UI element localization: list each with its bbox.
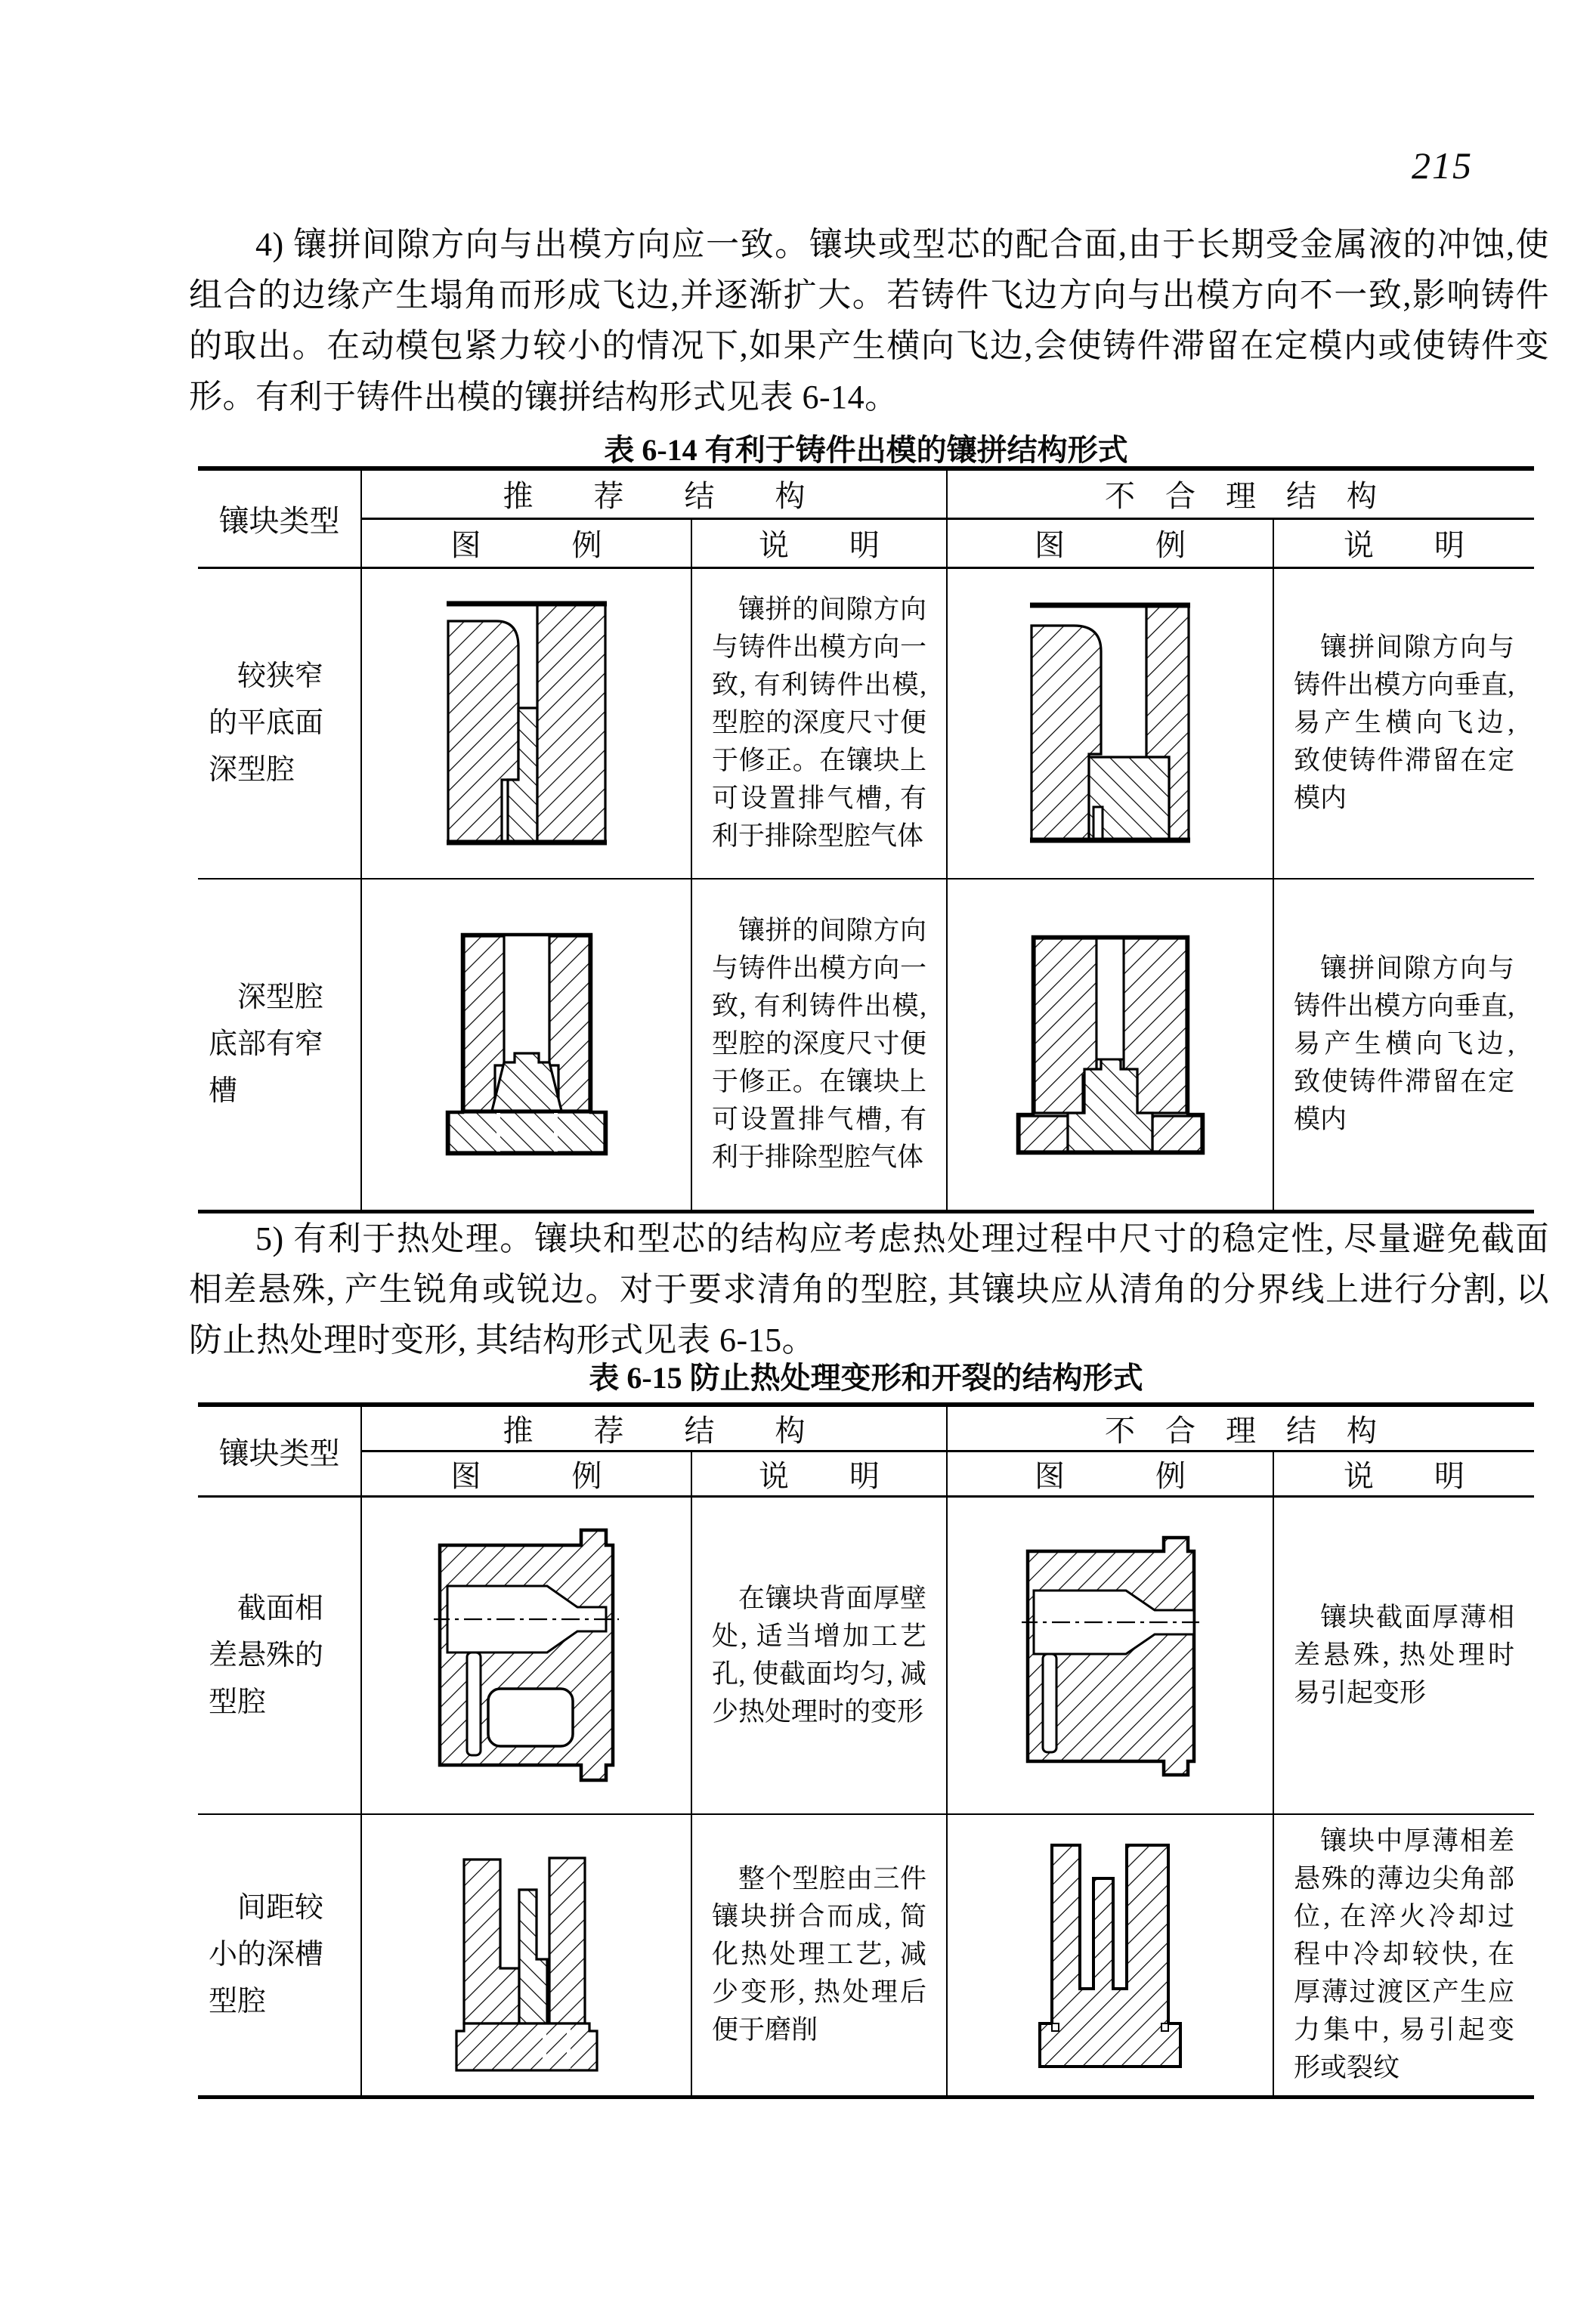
t15-subheader-figure-rec: 图 例 xyxy=(361,1451,691,1497)
t15-header-recommended: 推 荐 结 构 xyxy=(361,1405,947,1451)
t14-row2-figure-unreasonable-cell xyxy=(947,879,1273,1211)
paragraph-4-note: 有利于铸件出模的镶拼结构形式见表 6-14。 xyxy=(255,379,899,416)
paragraph-4: 4) 镶拼间隙方向与出模方向应一致。镶块或型芯的配合面,由于长期受金属液的冲蚀,使组合的边缘产生塌角而形成飞边,并逐渐扩大。若铸件飞边方向与出模方向不一致,影响铸件的取出。在动模包紧力较小的情况下,如果产生横向飞边,会使铸件滞留在定模内或使铸件变形。 xyxy=(189,226,1549,415)
t14-header-type: 镶块类型 xyxy=(198,468,361,567)
t15-row1-note-recommended: 在镶块背面厚壁处, 适当增加工艺孔, 使截面均匀, 减少热处理时的变形 xyxy=(691,1497,947,1814)
t14-row1-type: 较狭窄的平底面深型腔 xyxy=(198,567,361,879)
t14-row1-figure-recommended-cell xyxy=(361,567,691,879)
figure-deep-cavity-slot-recommended xyxy=(428,931,625,1158)
page-number: 215 xyxy=(1412,144,1473,187)
t14-row2-note-unreasonable: 镶拼间隙方向与铸件出模方向垂直, 易产生横向飞边, 致使铸件滞留在定模内 xyxy=(1273,879,1534,1211)
t14-subheader-note-rec: 说 明 xyxy=(691,518,947,567)
t14-subheader-figure-rec: 图 例 xyxy=(361,518,691,567)
t14-subheader-figure-bad: 图 例 xyxy=(947,518,1273,567)
t14-row1-note-unreasonable: 镶拼间隙方向与铸件出模方向垂直, 易产生横向飞边, 致使铸件滞留在定模内 xyxy=(1273,567,1534,879)
t15-row1-type: 截面相差悬殊的型腔 xyxy=(198,1497,361,1814)
t15-row2-figure-unreasonable-cell xyxy=(947,1814,1273,2098)
t14-row2-figure-recommended-cell xyxy=(361,879,691,1211)
t15-row1-figure-unreasonable-cell xyxy=(947,1497,1273,1814)
t15-header-unreasonable: 不 合 理 结 构 xyxy=(947,1405,1534,1451)
t15-row1-note-unreasonable: 镶块截面厚薄相差悬殊, 热处理时易引起变形 xyxy=(1273,1497,1534,1814)
t14-row1-note-recommended: 镶拼的间隙方向与铸件出模方向一致, 有利铸件出模, 型腔的深度尺寸便于修正。在镶块上可设置排气槽, 有利于排除型腔气体 xyxy=(691,567,947,879)
table-6-14 xyxy=(198,466,1534,1209)
figure-uneven-section-unreasonable xyxy=(1022,1530,1199,1781)
table-6-15-grid xyxy=(198,1402,1534,2099)
t14-row1-figure-unreasonable-cell xyxy=(947,567,1273,879)
table-6-14-grid xyxy=(198,466,1534,1213)
figure-narrow-deep-cavity-recommended xyxy=(447,600,607,846)
t15-row2-type: 间距较小的深槽型腔 xyxy=(198,1814,361,2098)
t14-header-recommended: 推 荐 结 构 xyxy=(361,468,947,518)
t14-header-unreasonable: 不 合 理 结 构 xyxy=(947,468,1534,518)
table-6-15 xyxy=(198,1402,1534,2089)
t15-row2-note-unreasonable: 镶块中厚薄相差悬殊的薄边尖角部位, 在淬火冷却过程中冷却较快, 在厚薄过渡区产生应力集中, 易引起变形或裂纹 xyxy=(1273,1814,1534,2098)
t15-row2-figure-recommended-cell xyxy=(361,1814,691,2098)
paragraph-5: 5) 有利于热处理。镶块和型芯的结构应考虑热处理过程中尺寸的稳定性, 尽量避免截面相差悬殊, 产生锐角或锐边。对于要求清角的型腔, 其镶块应从清角的分界线上进行分割, 以防止热处理时变形, 其结构形式见表 6-15。 xyxy=(189,1220,1549,1359)
t14-subheader-note-bad: 说 明 xyxy=(1273,518,1534,567)
table-6-15-title: 表 6-15 防止热处理变形和开裂的结构形式 xyxy=(589,1361,1143,1395)
table-6-14-title: 表 6-14 有利于铸件出模的镶拼结构形式 xyxy=(604,433,1128,467)
t15-subheader-note-rec: 说 明 xyxy=(691,1451,947,1497)
figure-deep-groove-unreasonable xyxy=(1038,1841,1182,2069)
figure-uneven-section-recommended xyxy=(434,1521,619,1789)
figure-deep-groove-recommended xyxy=(455,1837,598,2073)
t14-row2-note-recommended: 镶拼的间隙方向与铸件出模方向一致, 有利铸件出模, 型腔的深度尺寸便于修正。在镶块上可设置排气槽, 有利于排除型腔气体 xyxy=(691,879,947,1211)
figure-deep-cavity-slot-unreasonable xyxy=(1010,933,1211,1155)
figure-narrow-deep-cavity-unreasonable xyxy=(1030,601,1190,845)
t15-row2-note-recommended: 整个型腔由三件镶块拼合而成, 简化热处理工艺, 减少变形, 热处理后便于磨削 xyxy=(691,1814,947,2098)
t15-header-type: 镶块类型 xyxy=(198,1405,361,1497)
t15-subheader-note-bad: 说 明 xyxy=(1273,1451,1534,1497)
t15-subheader-figure-bad: 图 例 xyxy=(947,1451,1273,1497)
t14-row2-type: 深型腔底部有窄槽 xyxy=(198,879,361,1211)
t15-row1-figure-recommended-cell xyxy=(361,1497,691,1814)
